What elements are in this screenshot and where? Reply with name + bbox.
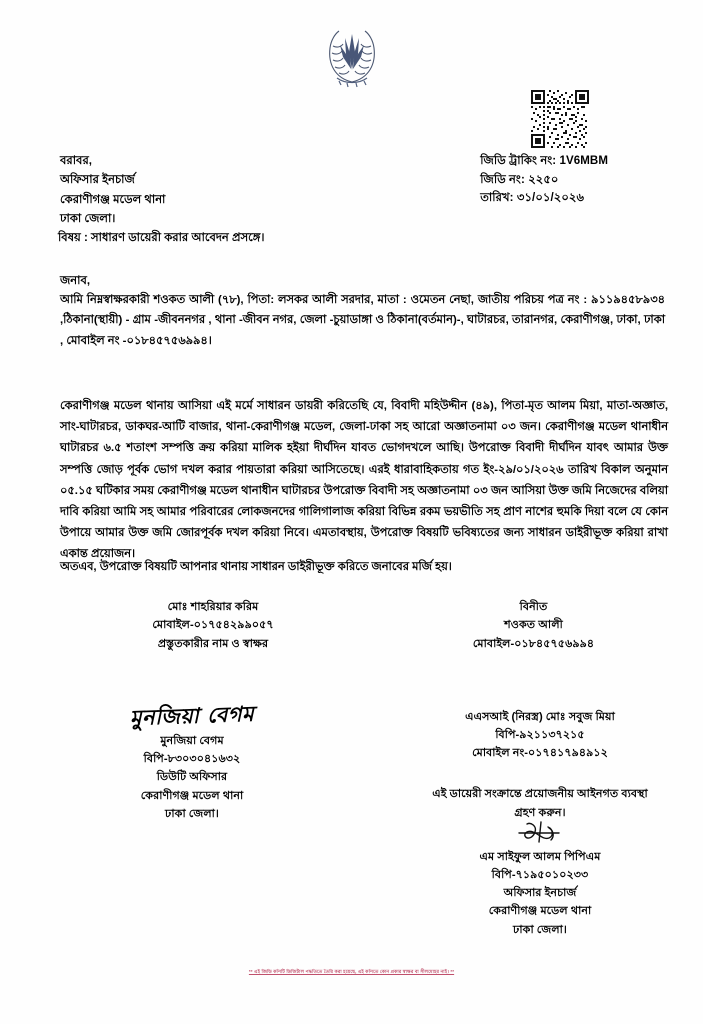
prepared-by-mobile: মোবাইল-০১৭৫৪২৯৯০৫৭ xyxy=(152,619,274,632)
gd-meta-block xyxy=(480,152,608,208)
gd-number-value: ২২৫০ xyxy=(528,173,559,186)
footer-disclaimer: ** এই জিডি কপিটি ডিজিটাল পদ্ধতিতে তৈরি করা হয়েছে, এই কপিতে কোন প্রকার স্বাক্ষর বা সীলমোহর নাই। ** xyxy=(248,969,455,974)
instruction-line-1: এই ডায়েরী সংক্রান্তে প্রয়োজনীয় আইনগত ব্যবস্থা xyxy=(432,788,648,800)
duty-officer-district: ঢাকা জেলা। xyxy=(165,807,219,820)
asi-signature-block xyxy=(405,708,675,762)
applicant-mobile: মোবাইল-০১৮৪৫৭৫৬৯৯৪ xyxy=(472,637,595,650)
closing-request-paragraph: অতএব, উপরোক্ত বিষয়টি আপনার থানায় সাধারন ডাইরীভূক্ত করিতে জনাবের মর্জি হয়। xyxy=(60,561,452,573)
officer-in-charge-district: ঢাকা জেলা। xyxy=(513,923,567,936)
instruction-line-2: গ্রহণ করুন। xyxy=(514,806,566,819)
duty-officer-handwritten-signature: মুনজিয়া বেগম xyxy=(129,700,255,731)
asi-name: এএসআই (নিরস্ত্র) মোঃ সবুজ মিয়া xyxy=(465,711,615,723)
document-header xyxy=(0,0,703,150)
officer-in-charge-signature-block xyxy=(405,820,675,939)
gd-tracking-qr-code xyxy=(529,90,591,148)
prepared-by-role: প্রস্তুতকারীর নাম ও স্বাক্ষর xyxy=(157,637,269,650)
gd-number-label: জিডি নং: xyxy=(480,173,525,186)
addressee-line-4: ঢাকা জেলা। xyxy=(60,212,116,225)
gd-date-label: তারিখ: xyxy=(480,192,514,205)
subject-line: বিষয় : সাধারণ ডায়েরী করার আবেদন প্রসঙ্গে। xyxy=(58,232,265,244)
duty-officer-signature-block xyxy=(62,700,322,823)
officer-in-charge-bp-number: বিপি-৭১৯৫০১০২৩৩ xyxy=(491,869,589,882)
officer-in-charge-station: কেরাণীগঞ্জ মডেল থানা xyxy=(488,905,592,918)
gd-number-row xyxy=(480,171,608,190)
complaint-body-paragraph: কেরাণীগঞ্জ মডেল থানায় আসিয়া এই মর্মে সাধারন ডায়রী করিতেছি যে, বিবাদী মহিউদ্দীন (৪৯), পিতা-মৃত আলম মিয়া, মাতা-অজ্ঞাত, সাং-ঘাটারচর, ডাকঘর-আটি বাজার, থানা-কেরাণীগঞ্জ মডেল, জেলা-ঢাকা সহ আরো অজ্ঞাতনামা ০৩ জন। কেরাণীগঞ্জ মডেল থানাধীন ঘাটারচর ৬.৫ শতাংশ সম্পত্তি ক্রয় করিয়া মালিক হইয়া দীর্ঘদিন যাবত ভোগদখলে আছি। উপরোক্ত বিবাদী দীর্ঘদিন যাবৎ আমার উক্ত সম্পত্তি জোড় পূর্বক ভোগ দখল করার পায়তারা করিয়া আসিতেছে। এরই ধারাবাহিকতায় গত ইং-২৯/০১/২০২৬ তারিখ বিকাল অনুমান ০৫.১৫ ঘটিকার সময় কেরাণীগঞ্জ মডেল থানাধীন ঘাটারচর উপরোক্ত বিবাদী সহ অজ্ঞাতনামা ০৩ জন আসিয়া উক্ত জমি নিজেদের বলিয়া দাবি করিয়া আমি সহ আমার পরিবারের লোকজনদের গালিগালাজ করিয়া বিভিন্ন রকম ভয়ভীতি সহ প্রাণ নাশের হুমকি দিয়া বলে যে কোন উপায়ে আমার উক্ত জমি জোরপূর্বক দখল করিয়া নিবে। এমতাবস্থায়, উপরোক্ত বিষয়টি ভবিষ্যতের জন্য সাধারন ডাইরীভূক্ত করিয়া রাখা একান্ত প্রয়োজন। xyxy=(60,400,668,561)
gd-tracking-row xyxy=(480,152,608,171)
applicant-honorific: বিনীত xyxy=(519,601,548,613)
prepared-by-signature-block xyxy=(88,598,338,653)
duty-officer-designation: ডিউটি অফিসার xyxy=(156,771,228,784)
applicant-signature-block xyxy=(416,598,651,653)
duty-officer-bp-number: বিপি-৮৩০৩০৪১৬৩২ xyxy=(143,753,241,766)
salutation: জনাব, xyxy=(60,275,91,287)
bangladesh-government-emblem-icon xyxy=(321,24,383,90)
addressee-line-1: বরাবর, xyxy=(60,155,92,167)
gd-tracking-value: 1V6MBM xyxy=(559,155,608,167)
officer-in-charge-designation: অফিসার ইনচার্জ xyxy=(503,887,577,900)
officer-in-charge-name: এম সাইফুল আলম পিপিএম xyxy=(479,851,601,863)
legal-action-instruction xyxy=(405,785,675,822)
gd-date-row xyxy=(480,189,608,208)
gd-date-value: ৩১/০১/২০২৬ xyxy=(516,192,585,205)
applicant-identity-paragraph: আমি নিম্নস্বাক্ষরকারী শওকত আলী (৭৮), পিতা: লসকর আলী সরদার, মাতা : ওমেতন নেছা, জাতীয় পরিচয় পত্র নং : ৯১১৯৪৫৮৯৩৪ ,ঠিকানা(স্থায়ী) - গ্রাম -জীবননগর , থানা -জীবন নগর, জেলা -চুয়াডাঙ্গা ও ঠিকানা(বর্তমান)-, ঘাটারচর, তারানগর, কেরাণীগঞ্জ, ঢাকা, ঢাকা , মোবাইল নং -০১৮৪৫৭৫৬৯৯৪। xyxy=(60,294,665,347)
duty-officer-station: কেরাণীগঞ্জ মডেল থানা xyxy=(140,789,244,802)
addressee-block xyxy=(60,152,165,229)
duty-officer-name: মুনজিয়া বেগম xyxy=(160,735,224,748)
asi-mobile: মোবাইল নং-০১৭৪১৭৯৪৯১২ xyxy=(472,747,608,760)
prepared-by-name: মোঃ শাহরিয়ার করিম xyxy=(167,601,259,613)
asi-bp-number: বিপি-৯২১১৩৭২১৫ xyxy=(495,729,585,742)
officer-in-charge-handwritten-signature xyxy=(405,820,675,846)
gd-tracking-label: জিডি ট্রাকিং নং: xyxy=(480,155,557,167)
addressee-line-3: কেরাণীগঞ্জ মডেল থানা xyxy=(60,193,166,206)
applicant-name: শওকত আলী xyxy=(504,619,563,632)
addressee-line-2: অফিসার ইনচার্জ xyxy=(60,174,135,187)
